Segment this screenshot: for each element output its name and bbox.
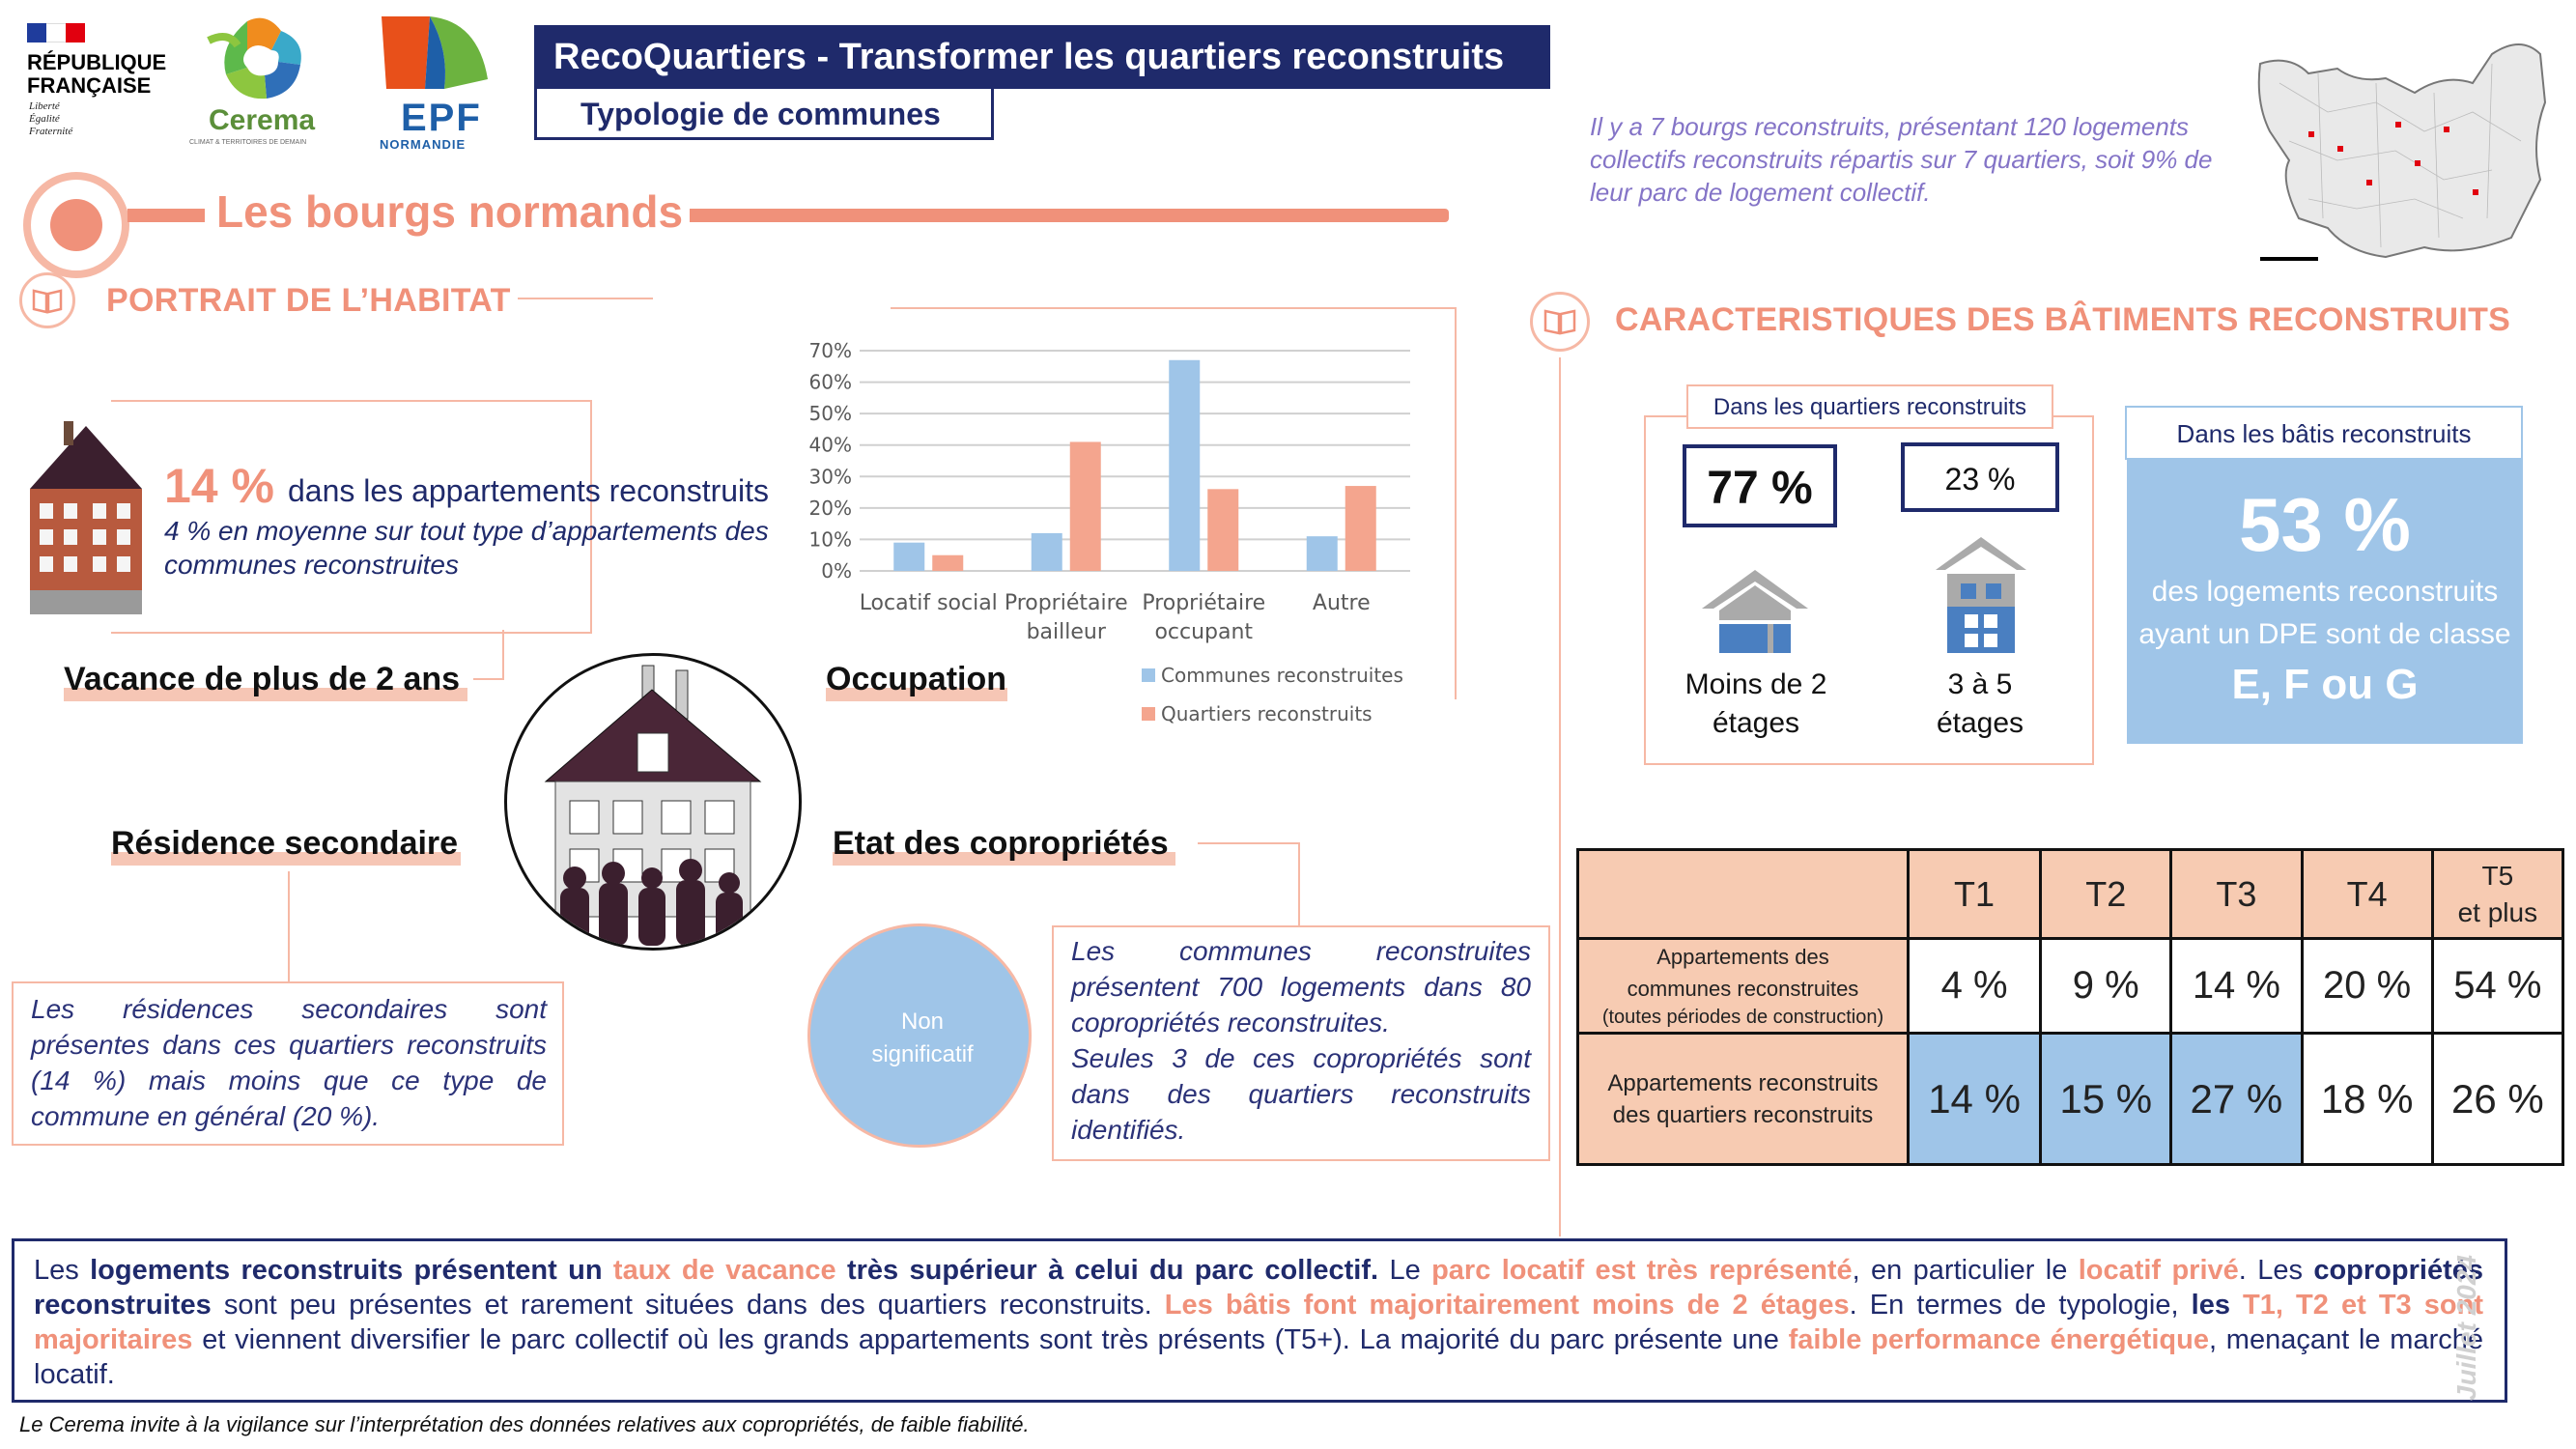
marianne-flag-icon: [27, 23, 85, 43]
chart-x-tick: occupant: [1154, 620, 1254, 644]
cerema-mark-icon: [189, 12, 336, 113]
row1-label: [1578, 939, 1909, 1034]
motto-3: Fraternité: [29, 126, 73, 137]
high-label-2: étages: [1936, 707, 2024, 739]
table-cell: 9 %: [2041, 939, 2171, 1034]
vacance-connector: [502, 630, 504, 680]
table-cell: 14 %: [1908, 1034, 2040, 1165]
batis-label: Dans les bâtis reconstruits: [2176, 419, 2472, 448]
table-header-t5: [2432, 850, 2562, 939]
chart-x-tick: Propriétaire: [1004, 591, 1128, 615]
copro-circle-text: Non significatif: [871, 1009, 974, 1067]
summary-p5: , en particulier le: [1852, 1255, 2079, 1286]
summary-s2: parc locatif est très représenté: [1431, 1255, 1853, 1286]
epf-logo: [372, 12, 507, 152]
high-building-icon: [1936, 537, 2026, 653]
section-connector: [127, 209, 205, 222]
summary-p3: très supérieur à celui du parc collectif.: [835, 1255, 1379, 1286]
t5-line-2: et plus: [2457, 896, 2538, 927]
row2-label-2: des quartiers reconstruits: [1612, 1101, 1874, 1128]
copro-connector-h: [1198, 842, 1300, 844]
pct-high: 23 %: [1944, 462, 2016, 497]
cerema-name: Cerema: [209, 104, 316, 136]
chart-legend-swatch: [1142, 668, 1155, 682]
copro-label: Etat des copropriétés: [833, 825, 1169, 862]
summary-b2: copropriétés reconstruites: [34, 1255, 2483, 1321]
normandy-map: [2250, 25, 2552, 276]
residence-box: [12, 981, 564, 1146]
t5-line-1: T5: [2481, 860, 2514, 891]
row2-label: [1578, 1034, 1909, 1165]
summary-s1: taux de vacance: [612, 1255, 836, 1286]
batis-label-box: [2125, 406, 2523, 460]
chart-y-tick: 50%: [808, 402, 852, 426]
chart-legend-swatch: [1142, 707, 1155, 721]
table-cell: 15 %: [2041, 1034, 2171, 1165]
summary-b1: logements reconstruits: [90, 1255, 404, 1286]
dpe-text-1: des logements reconstruits: [2151, 576, 2499, 608]
table-corner: [1578, 850, 1909, 939]
chart-x-tick: bailleur: [1026, 620, 1106, 644]
residence-label: Résidence secondaire: [111, 825, 459, 862]
chart-bar: [932, 555, 963, 571]
summary-s4: Les bâtis font majoritairement moins de 2 étages: [1164, 1290, 1850, 1321]
copro-text-1: Les communes reconstruites présentent 700 logements dans 80 copropriétés reconstruites.: [1071, 936, 1531, 1037]
summary-b3: les: [2191, 1290, 2244, 1321]
residence-connector: [288, 871, 290, 981]
table-header: T2: [2041, 850, 2171, 939]
table-cell: 4 %: [1908, 939, 2040, 1034]
chart-bar: [1070, 441, 1101, 571]
summary-s5: T1, T2 et T3 sont majoritaires: [34, 1290, 2483, 1355]
table-row: [1578, 1034, 2563, 1165]
chart-y-tick: 30%: [808, 465, 852, 489]
main-title-banner: [534, 25, 1550, 89]
residence-text: Les résidences secondaires sont présentes dans ces quartiers reconstruits (14 %) mais moins que ce type de commune en général (20 %).: [31, 994, 547, 1131]
summary-s3: locatif privé: [2078, 1255, 2239, 1286]
table-cell: 14 %: [2171, 939, 2302, 1034]
chart-bar: [1169, 360, 1200, 571]
table-cell: 27 %: [2171, 1034, 2302, 1165]
chart-bar: [893, 543, 924, 571]
table-cell: 54 %: [2432, 939, 2562, 1034]
copro-text-2: Seules 3 de ces copropriétés sont dans des quartiers reconstruits identifiés.: [1071, 1043, 1531, 1145]
chart-legend-label: Quartiers reconstruits: [1161, 702, 1373, 724]
building-icon: [25, 421, 147, 614]
table-row: [1578, 939, 2563, 1034]
summary-p7: sont peu présentes et rarement situées dans des quartiers reconstruits.: [211, 1290, 1165, 1321]
chart-bar: [1307, 536, 1338, 571]
typology-table: [1576, 848, 2564, 1166]
book-icon: [19, 272, 75, 328]
occupation-label: Occupation: [826, 661, 1007, 697]
epf-name: EPF: [401, 97, 482, 139]
section-title: Les bourgs normands: [216, 186, 684, 237]
copro-box: [1052, 925, 1550, 1161]
pct-low: 77 %: [1707, 463, 1813, 514]
motto-1: Liberté: [29, 100, 60, 112]
dpe-text-2: ayant un DPE sont de classe: [2138, 618, 2511, 650]
pct-high-box: [1901, 442, 2059, 512]
row1-label-1: Appartements des: [1656, 945, 1829, 969]
vacance-text: dans les appartements reconstruits: [288, 473, 770, 508]
chart-x-tick: Locatif social: [859, 591, 998, 615]
quartiers-label: Dans les quartiers reconstruits: [1713, 394, 2027, 420]
chart-legend-label: Communes reconstruites: [1161, 664, 1403, 687]
table-cell: 20 %: [2302, 939, 2432, 1034]
pct-low-box: [1683, 444, 1837, 527]
section-marker-icon: [23, 172, 129, 278]
summary-p8: . En termes de typologie,: [1849, 1290, 2192, 1321]
subtitle: Typologie de communes: [580, 97, 941, 131]
low-building-icon: [1702, 570, 1808, 653]
cerema-tagline: CLIMAT & TERRITOIRES DE DEMAIN: [189, 139, 307, 146]
chart-y-tick: 10%: [808, 527, 852, 552]
footer-date: Juillet 2024: [2451, 1255, 2481, 1401]
summary-p9: et viennent diversifier le parc collectif où les grands appartements sont très présents (T5+). La majorité du parc présente une: [192, 1324, 1789, 1355]
epf-sub: NORMANDIE: [380, 137, 467, 152]
chart-y-tick: 60%: [808, 370, 852, 394]
chart-y-tick: 20%: [808, 496, 852, 520]
summary-p2: présentent un: [403, 1255, 613, 1286]
chart-x-tick: Autre: [1312, 591, 1371, 615]
summary-box: [12, 1238, 2507, 1403]
vacance-label: Vacance de plus de 2 ans: [64, 661, 461, 697]
chart-y-tick: 0%: [821, 559, 852, 582]
caract-title: CARACTERISTIQUES DES BÂTIMENTS RECONSTRUITS: [1615, 301, 2511, 338]
table-header-row: [1578, 850, 2563, 939]
epf-mark-icon: [372, 12, 497, 97]
house-illustration: [504, 653, 802, 951]
table-header: T4: [2302, 850, 2432, 939]
section-rule: [690, 209, 1449, 222]
row1-label-3: (toutes périodes de construction): [1601, 1007, 1884, 1028]
copro-circle: [807, 923, 1032, 1148]
low-label-2: étages: [1712, 707, 1800, 739]
summary-text: [34, 1253, 2483, 1392]
intro-text: Il y a 7 bourgs reconstruits, présentant 120 logements collectifs reconstruits répartis sur 7 quartiers, soit 9% de leur parc de logement collectif.: [1590, 112, 2213, 207]
chart-x-tick: Propriétaire: [1142, 591, 1266, 615]
normandy-map-icon: [2250, 25, 2552, 276]
book-icon-2: [1530, 292, 1590, 352]
portrait-title: PORTRAIT DE L’HABITAT: [106, 282, 511, 319]
vacance-connector-h: [473, 678, 504, 680]
motto-2: Égalité: [29, 113, 60, 125]
table-cell: 26 %: [2432, 1034, 2562, 1165]
row1-label-2: communes reconstruites: [1627, 977, 1859, 1001]
chart-bar: [1207, 489, 1238, 571]
high-label-1: 3 à 5: [1947, 668, 2013, 700]
footer-note: Le Cerema invite à la vigilance sur l’interprétation des données relatives aux copropriétés, de faible fiabilité.: [19, 1412, 1030, 1436]
quartiers-label-box: [1686, 384, 2053, 429]
row2-label-1: Appartements reconstruits: [1607, 1069, 1879, 1096]
dpe-classes: E, F ou G: [2231, 661, 2419, 708]
chart-y-tick: 40%: [808, 433, 852, 457]
republique-line-2: FRANÇAISE: [27, 73, 152, 98]
summary-s6: faible performance énergétique: [1788, 1324, 2209, 1355]
table-header: T3: [2171, 850, 2302, 939]
vacance-note: 4 % en moyenne sur tout type d’appartements des communes reconstruites: [164, 516, 769, 580]
low-label-1: Moins de 2: [1684, 668, 1827, 700]
copro-connector-v: [1298, 842, 1300, 927]
table-cell: 18 %: [2302, 1034, 2432, 1165]
copro-text-wrap: [1071, 933, 1531, 1148]
republique-logo: [27, 23, 172, 149]
republique-line-1: RÉPUBLIQUE: [27, 50, 167, 74]
summary-p10: , menaçant le marché locatif.: [34, 1324, 2483, 1390]
main-title: RecoQuartiers - Transformer les quartiers reconstruits: [553, 37, 1505, 77]
portrait-rule: [518, 298, 653, 299]
summary-p6: . Les: [2238, 1255, 2314, 1286]
subtitle-box: [534, 89, 994, 140]
summary-p1: Les: [34, 1255, 91, 1286]
chart-bar: [1345, 486, 1376, 571]
vertical-divider: [1559, 357, 1561, 1236]
chart-bar: [1032, 533, 1062, 571]
chart-y-tick: 70%: [808, 339, 852, 362]
table-header: T1: [1908, 850, 2040, 939]
dpe-pct: 53 %: [2239, 482, 2411, 567]
summary-p4: Le: [1378, 1255, 1432, 1286]
cerema-logo: [189, 12, 336, 147]
vacance-pct: 14 %: [164, 459, 274, 513]
